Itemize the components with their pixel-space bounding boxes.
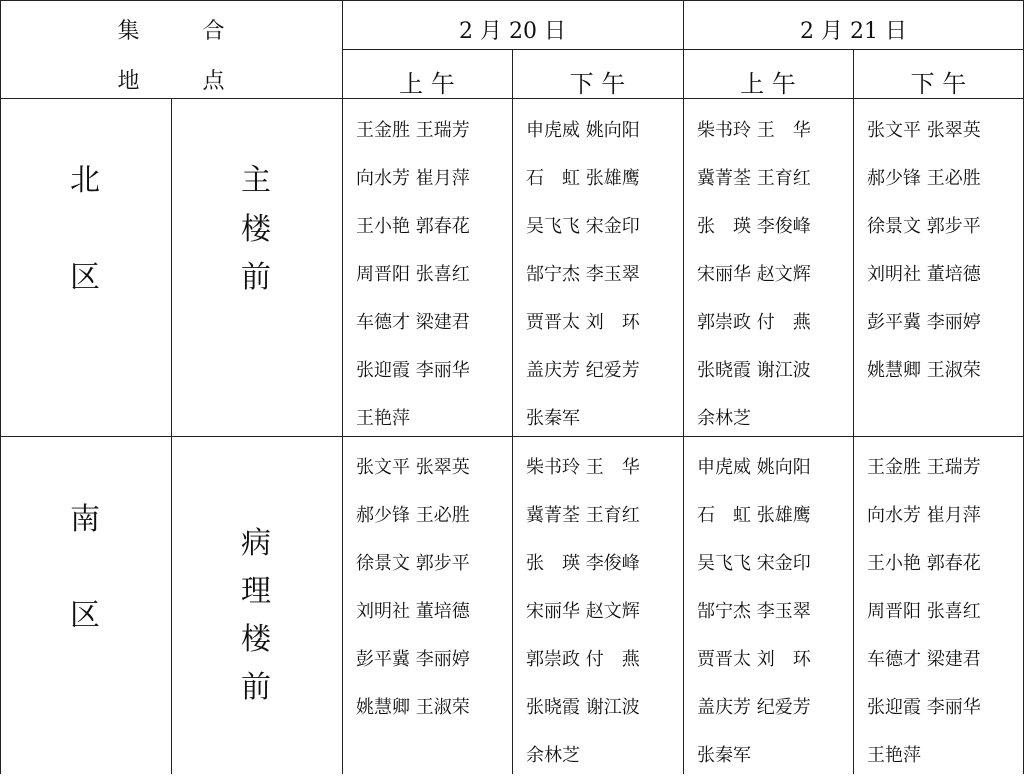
name-pair-row: 张迎霞 李丽华	[867, 697, 981, 718]
name-pair-row: 王艳萍	[867, 745, 921, 766]
header-feb21-am: 上 午	[740, 70, 796, 98]
north-feb21-am-names	[697, 107, 811, 443]
name-pair-row: 张文平 张翠英	[867, 120, 981, 141]
name-pair-row: 王金胜 王瑞芳	[867, 457, 981, 478]
north-feb20-pm-names	[526, 107, 640, 443]
header-feb21-pm: 下 午	[910, 70, 967, 98]
south-feb21-pm-names	[867, 444, 981, 780]
name-pair-row: 张 瑛 李俊峰	[526, 553, 640, 574]
name-pair-row: 张晓霞 谢江波	[697, 360, 811, 381]
name-pair-row: 盖庆芳 纪爱芳	[697, 697, 811, 718]
date-divider	[683, 0, 684, 774]
south-feb20-pm-names	[526, 444, 640, 780]
name-pair-row: 贾晋太 刘 环	[526, 312, 640, 333]
name-pair-row: 周晋阳 张喜红	[356, 264, 470, 285]
name-pair-row: 姚慧卿 王淑荣	[356, 697, 470, 718]
name-pair-row: 申虎威 姚向阳	[697, 457, 811, 478]
name-pair-row: 郜宁杰 李玉翠	[526, 264, 640, 285]
name-pair-row: 冀菁荃 王育红	[526, 505, 640, 526]
north-district-char-2: 区	[70, 260, 100, 295]
header-assemble: 集 合	[117, 19, 253, 44]
south-district-char-2: 区	[70, 598, 100, 633]
name-pair-row: 王小艳 郭春花	[867, 553, 981, 574]
north-feb21-pm-names	[867, 107, 981, 395]
name-pair-row: 张晓霞 谢江波	[526, 697, 640, 718]
name-pair-row: 刘明社 董培德	[356, 601, 470, 622]
south-location-char-2: 理	[241, 574, 271, 609]
north-location-char-3: 前	[241, 260, 271, 295]
name-pair-row: 向水芳 崔月萍	[867, 505, 981, 526]
name-pair-row: 宋丽华 赵文辉	[526, 601, 640, 622]
name-pair-row: 柴书玲 王 华	[697, 120, 811, 141]
table-top-border	[0, 0, 1024, 1]
name-pair-row: 彭平冀 李丽婷	[356, 649, 470, 670]
name-pair-row: 石 虹 张雄鹰	[697, 505, 811, 526]
name-pair-row: 王艳萍	[356, 408, 410, 429]
south-feb21-am-names	[697, 444, 811, 780]
south-feb20-am-names	[356, 444, 470, 732]
header-feb20-pm: 下 午	[569, 70, 626, 98]
south-location-char-1: 病	[241, 526, 271, 561]
north-district-char-1: 北	[70, 163, 100, 198]
north-location-char-2: 楼	[241, 212, 271, 247]
name-pair-row: 郝少锋 王必胜	[867, 168, 981, 189]
header-location: 地 点	[117, 69, 253, 94]
name-pair-row: 彭平冀 李丽婷	[867, 312, 981, 333]
name-pair-row: 余林芝	[697, 408, 751, 429]
header-date-feb20: 2 月 20 日	[459, 19, 566, 44]
name-pair-row: 冀菁荃 王育红	[697, 168, 811, 189]
name-pair-row: 贾晋太 刘 环	[697, 649, 811, 670]
name-pair-row: 吴飞飞 宋金印	[526, 216, 640, 237]
name-pair-row: 姚慧卿 王淑荣	[867, 360, 981, 381]
name-pair-row: 徐景文 郭步平	[867, 216, 981, 237]
name-pair-row: 周晋阳 张喜红	[867, 601, 981, 622]
name-pair-row: 张秦军	[697, 745, 751, 766]
header-date-feb21: 2 月 21 日	[800, 19, 907, 44]
district-location-divider	[171, 98, 172, 774]
name-pair-row: 车德才 梁建君	[356, 312, 470, 333]
location-schedule-divider	[342, 0, 343, 774]
north-location-char-1: 主	[241, 163, 271, 198]
name-pair-row: 张 瑛 李俊峰	[697, 216, 811, 237]
left-border	[0, 0, 1, 774]
south-location-char-4: 前	[241, 670, 271, 705]
name-pair-row: 柴书玲 王 华	[526, 457, 640, 478]
d1-am-pm-divider	[512, 49, 513, 774]
name-pair-row: 向水芳 崔月萍	[356, 168, 470, 189]
name-pair-row: 郜宁杰 李玉翠	[697, 601, 811, 622]
name-pair-row: 余林芝	[526, 745, 580, 766]
name-pair-row: 王小艳 郭春花	[356, 216, 470, 237]
name-pair-row: 石 虹 张雄鹰	[526, 168, 640, 189]
name-pair-row: 郭崇政 付 燕	[526, 649, 640, 670]
name-pair-row: 宋丽华 赵文辉	[697, 264, 811, 285]
name-pair-row: 郭崇政 付 燕	[697, 312, 811, 333]
name-pair-row: 车德才 梁建君	[867, 649, 981, 670]
name-pair-row: 申虎威 姚向阳	[526, 120, 640, 141]
north-feb20-am-names	[356, 107, 470, 443]
name-pair-row: 郝少锋 王必胜	[356, 505, 470, 526]
name-pair-row: 盖庆芳 纪爱芳	[526, 360, 640, 381]
header-feb20-am: 上 午	[399, 70, 455, 98]
south-location-char-3: 楼	[241, 622, 271, 657]
name-pair-row: 张秦军	[526, 408, 580, 429]
name-pair-row: 刘明社 董培德	[867, 264, 981, 285]
south-district-char-1: 南	[70, 502, 100, 537]
name-pair-row: 徐景文 郭步平	[356, 553, 470, 574]
name-pair-row: 张迎霞 李丽华	[356, 360, 470, 381]
name-pair-row: 吴飞飞 宋金印	[697, 553, 811, 574]
d2-am-pm-divider	[853, 49, 854, 774]
name-pair-row: 张文平 张翠英	[356, 457, 470, 478]
name-pair-row: 王金胜 王瑞芳	[356, 120, 470, 141]
